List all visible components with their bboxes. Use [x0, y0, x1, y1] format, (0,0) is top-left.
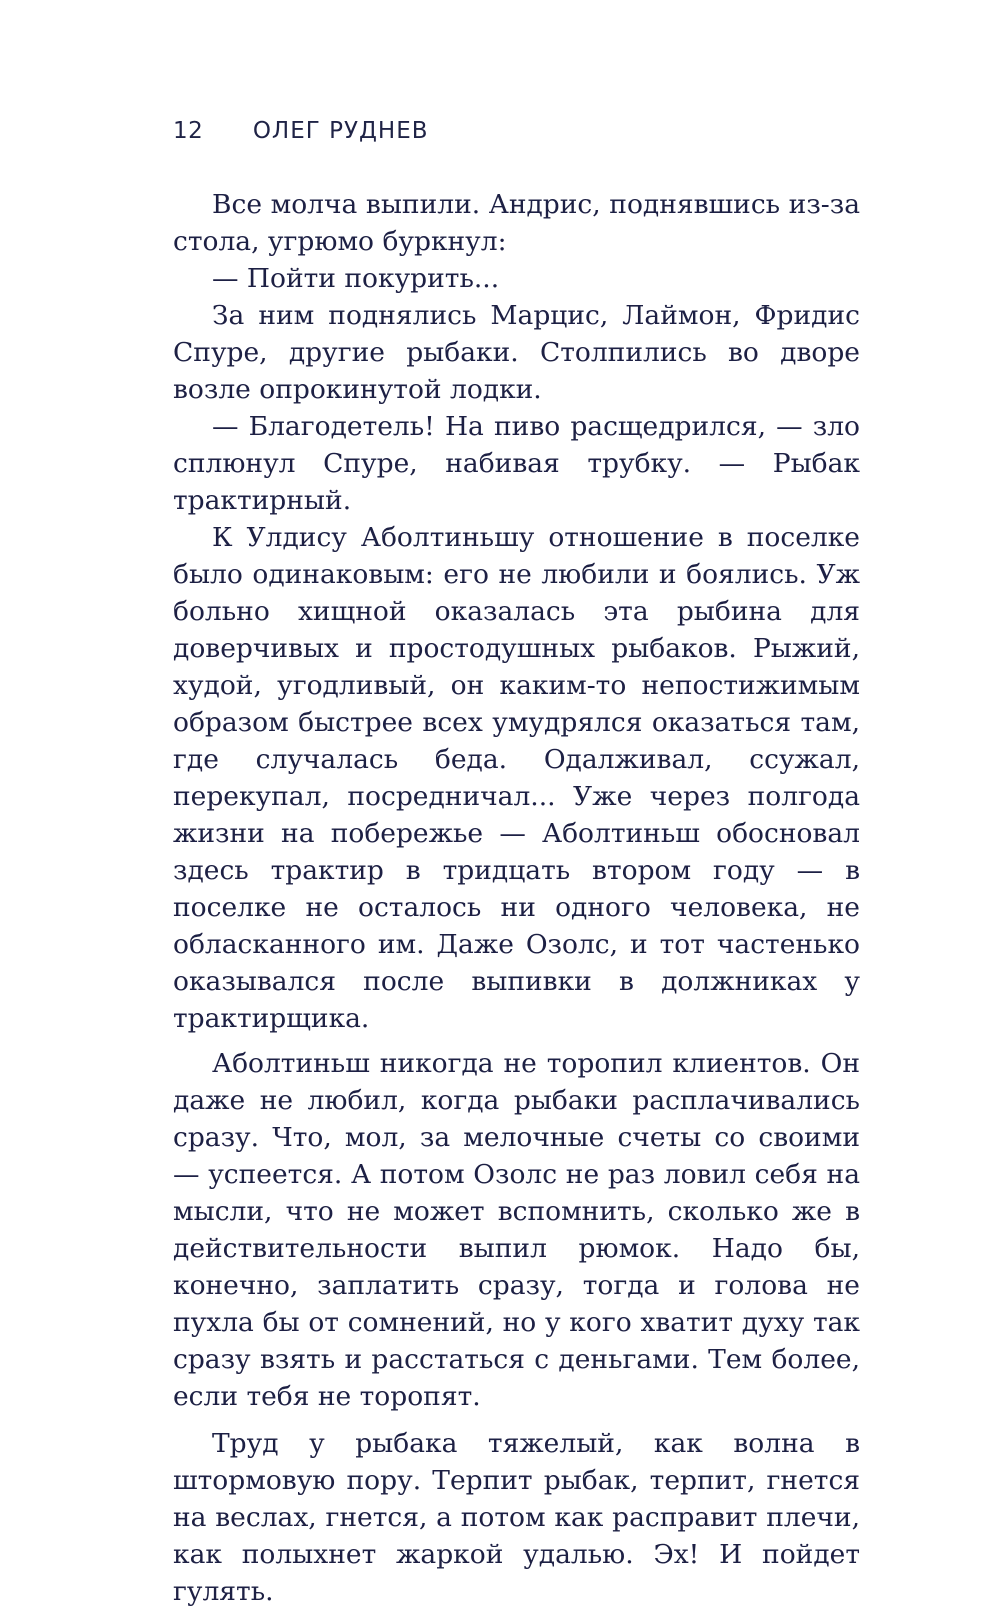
running-head — [173, 118, 429, 158]
paragraph: За ним поднялись Марцис, Лаймон, Фридис Спуре, другие рыбаки. Столпились во дворе возле опрокинутой лодки. — [173, 300, 860, 405]
body-text — [173, 186, 860, 1610]
paragraph: — Пойти покурить... — [212, 263, 500, 294]
paragraph: Труд у рыбака тяжелый, как волна в штормовую пору. Терпит рыбак, терпит, гнется на веслах, гнется, а потом как расправит плечи, как полыхнет жаркой удалью. Эх! И пойдет гулять. — [173, 1428, 860, 1607]
author-name: ОЛЕГ РУДНЕВ — [252, 118, 429, 144]
paragraph: К Улдису Аболтиньшу отношение в поселке было одинаковым: его не любили и боялись. Уж больно хищной оказалась эта рыбина для доверчивых и простодушных рыбаков. Рыжий, худой, угодливый, он каким-то непостижимым образом быстрее всех умудрялся оказаться там, где случалась беда. Одалживал, ссужал, перекупал, посредничал... Уже через полгода жизни на побережье — Аболтиньш обосновал здесь трактир в тридцать втором году — в поселке не осталось ни одного человека, не обласканного им. Даже Озолс, и тот частенько оказывался после выпивки в должниках у трактирщика. — [173, 522, 860, 1034]
paragraph: — Благодетель! На пиво расщедрился, — зло сплюнул Спуре, набивая трубку. — Рыбак трактирный. — [173, 411, 860, 516]
paragraph: Аболтиньш никогда не торопил клиентов. Он даже не любил, когда рыбаки расплачивались сразу. Что, мол, за мелочные счеты со своими — успеется. А потом Озолс не раз ловил себя на мысли, что не может вспомнить, сколько же в действительности выпил рюмок. Надо бы, конечно, заплатить сразу, тогда и голова не пухла бы от сомнений, но у кого хватит духу так сразу взять и расстаться с деньгами. Тем более, если тебя не торопят. — [173, 1048, 860, 1412]
page-number: 12 — [173, 118, 204, 144]
paragraph: Все молча выпили. Андрис, поднявшись из-за стола, угрюмо буркнул: — [173, 189, 860, 257]
